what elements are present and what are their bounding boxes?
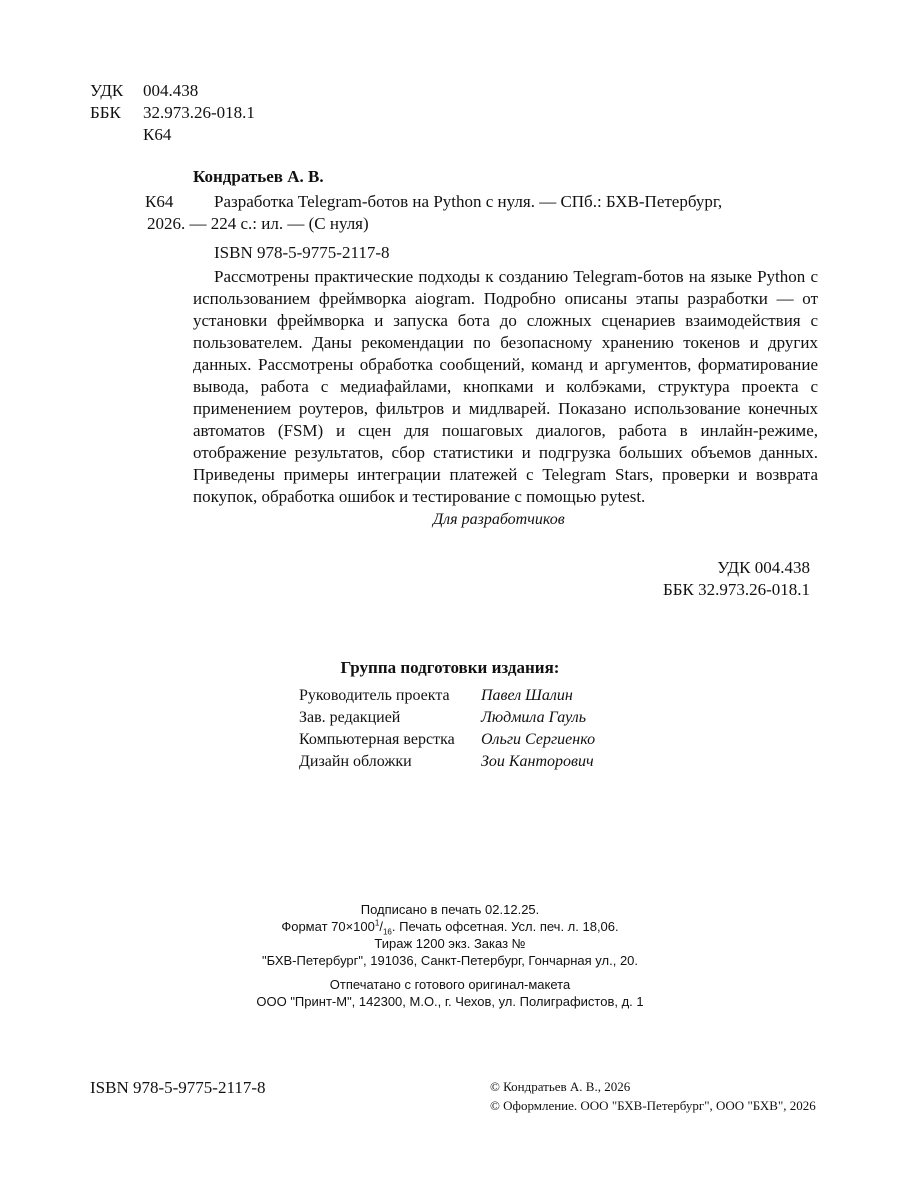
bbk-value: 32.973.26-018.1 [143, 103, 255, 122]
imprint-circulation: Тираж 1200 экз. Заказ № [374, 936, 526, 951]
classification-block [90, 80, 255, 146]
udk-label: УДК [90, 81, 124, 100]
audience-label: Для разработчиков [433, 511, 565, 528]
team-name: Павел Шалин [481, 687, 573, 704]
footer-isbn: ISBN 978-5-9775-2117-8 [90, 1078, 266, 1097]
udk-row [90, 80, 255, 102]
imprint-printed-from: Отпечатано с готового оригинал-макета [329, 977, 571, 992]
isbn: ISBN 978-5-9775-2117-8 [214, 243, 390, 262]
udk-right: УДК 004.438 [717, 558, 810, 577]
team-member [299, 685, 595, 707]
team-role: Руководитель проекта [299, 687, 450, 704]
team-name: Людмила Гауль [481, 709, 587, 726]
udk-value: 004.438 [143, 81, 199, 100]
abstract-paragraph: Рассмотрены практические подходы к созданию Telegram-ботов на языке Python с использованием фреймворка aiogram. Подробно описаны этапы разработки — от установки фреймворка и запуска бота до сложных сценариев взаимодействия с пользователем. Даны рекомендации по безопасному хранению токенов и других данных. Рассмотрены обработка сообщений, команд и аргументов, форматирование вывода, работа с медиафайлами, кнопками и колбэками, структура проекта с применением роутеров, фильтров и мидлварей. Показано использование конечных автоматов (FSM) и сцен для пошаговых диалогов, работа в инлайн-режиме, отображение результатов, сбор статистики и подгрузка больших объемов данных. Приведены примеры интеграции платежей с Telegram Stars, проверки и возврата покупок, обработка ошибок и тестирование с помощью pytest. [193, 267, 818, 506]
team-role: Дизайн обложки [299, 753, 412, 770]
team-member [299, 729, 595, 751]
team-role: Зав. редакцией [299, 709, 401, 726]
author-mark: К64 [143, 125, 172, 144]
copyright-design: © Оформление. ООО "БХВ-Петербург", ООО "БХВ", 2026 [490, 1098, 816, 1113]
team-member [299, 707, 595, 729]
classification-right [663, 557, 810, 601]
author-name: Кондратьев А. В. [193, 167, 324, 186]
bbk-right: ББК 32.973.26-018.1 [662, 580, 810, 599]
imprint-publisher: "БХВ-Петербург", 191036, Санкт-Петербург, Гончарная ул., 20. [261, 953, 639, 968]
copyright-author: © Кондратьев А. В., 2026 [490, 1079, 631, 1094]
bibliographic-author-mark: К64 [145, 192, 174, 211]
imprint-printer: ООО "Принт-М", 142300, М.О., г. Чехов, ул. Полиграфистов, д. 1 [256, 994, 644, 1009]
copyright-block [490, 1077, 816, 1115]
author-mark-row [90, 124, 255, 146]
team-role: Компьютерная верстка [299, 731, 455, 748]
title-line-2: 2026. — 224 с.: ил. — (С нуля) [147, 214, 369, 233]
team-name: Ольги Сергиенко [481, 731, 596, 748]
imprint-format: Формат $70\times 100^1/_{16}$. Печать офсетная. Усл. печ. л. 18,06. [281, 918, 619, 937]
imprint-signed: Подписано в печать 02.12.25. [360, 902, 540, 917]
team-name: Зои Канторович [481, 753, 594, 770]
bbk-label: ББК [90, 103, 121, 122]
team-title: Группа подготовки издания: [340, 658, 560, 677]
title-line-1: Разработка Telegram-ботов на Python с нуля. — СПб.: БХВ-Петербург, [214, 192, 723, 211]
imprint-block [0, 901, 900, 1010]
bbk-row [90, 102, 255, 124]
team-member [299, 751, 595, 773]
team-list [299, 685, 595, 773]
